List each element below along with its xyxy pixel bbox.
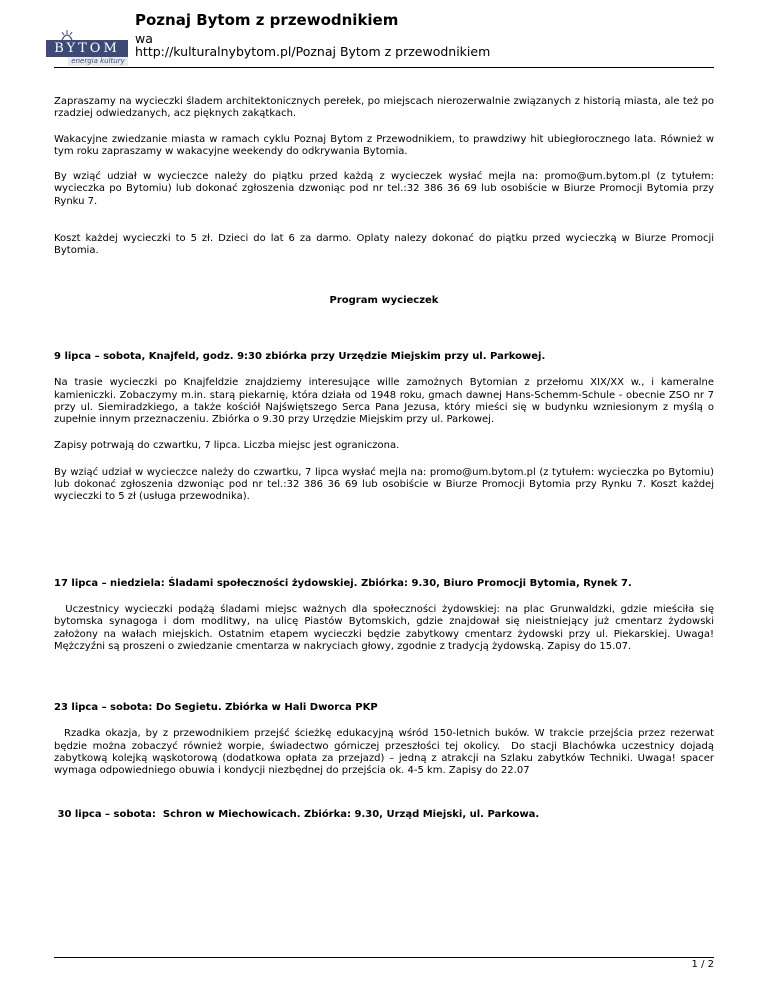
logo-tagline: energia kultury [68,57,128,66]
tour-1-heading: 9 lipca – sobota, Knajfeld, godz. 9:30 zbiórka przy Urzędzie Miejskim przy ul. Parkowej. [54,350,546,362]
logo-text: BYTOM [54,41,120,56]
page-number: 1 / 2 [691,959,714,970]
tour-3-heading: 23 lipca – sobota: Do Segietu. Zbiórka w Hali Dworca PKP [54,702,378,714]
intro-paragraph: Zapraszamy na wycieczki śladem architektonicznych perełek, po miejscach nierozerwalnie związanych z historią miasta, ale też po rzadziej odwiedzanych, acz pięknych zakątkach. [54,96,714,120]
bytom-logo [46,28,128,66]
header-divider [54,67,714,68]
tour-1-signup: By wziąć udział w wycieczce należy do czwartku, 7 lipca wysłać mejla na: promo@um.bytom.pl (z tytułem: wycieczka po Bytomiu) lub dokonać zgłoszenia dzwoniąc pod nr tel.:32 386 36 69 lub osobiście w Biurze Promocji Bytomia przy Rynku 7. Koszt każdej wycieczki to 5 zł (usługa przewodnika). [54,466,714,503]
summer-paragraph: Wakacyjne zwiedzanie miasta w ramach cyklu Poznaj Bytom z Przewodnikiem, to prawdziwy hit ubiegłorocznego lata. Również w tym roku zapraszamy w wakacyjne weekendy do odkrywania Bytomia. [54,133,714,157]
signup-paragraph: By wziąć udział w wycieczce należy do piątku przed każdą z wycieczek wysłać mejla na: promo@um.bytom.pl (z tytułem: wycieczka po Bytomiu) lub dokonać zgłoszenia dzwoniąc pod nr tel.:32 386 36 69 lub osobiście w Biurze Promocji Bytomia przy Rynku 7. [54,171,714,207]
header-url: http://kulturalnybytom.pl/Poznaj Bytom z przewodnikiem [135,44,491,59]
cost-paragraph: Koszt każdej wycieczki to 5 zł. Dzieci do lat 6 za darmo. Oplaty nalezy dokonać do piątku przed wycieczką w Biurze Promocji Bytomia. [54,233,714,257]
tour-3-description: Rzadka okazja, by z przewodnikiem przejść ścieżkę edukacyjną wśród 150-letnich buków. W trakcie przejścia przez rezerwat będzie można zobaczyć również worpie, świadectwo górniczej przeszłości tej okolicy. Do stacji Blachówka uczestnicy dojadą zabytkową kolejką wąskotorową (dodatkowa opłata za przejazd) – jedną z atrakcji na Szlaku zabytków Techniki. Uwaga! spacer wymaga odpowiedniego obuwia i kondycji niezbędnej do przejścia ok. 4-5 km. Zapisy do 22.07 [54,728,718,777]
logo-sun-icon [60,30,74,40]
document-body [54,96,718,821]
tour-1-description: Na trasie wycieczki po Knajfeldzie znajdziemy interesujące wille zamożnych Bytomian z przełomu XIX/XX w., i kameralne kamieniczki. Zobaczymy m.in. starą piekarnię, która działa od 1948 roku, gmach dawnej Hans-Schemm-Schule - obecnie ZSO nr 7 przy ul. Siemiradzkiego, a także kościół Najświętszego Serca Pana Jezusa, który mieści się w budynku wzniesionym z myślą o zupełnie innym przeznaczeniu. Zbiórka o 9.30 przy Urzędzie Miejskim przy ul. Parkowej. [54,377,714,426]
page-title: Poznaj Bytom z przewodnikiem [135,11,399,29]
header-subtitle: wa [135,31,153,46]
tour-4-heading: 30 lipca – sobota: Schron w Miechowicach. Zbiórka: 9.30, Urząd Miejski, ul. Parkowa. [54,808,540,820]
tour-1-registration: Zapisy potrwają do czwartku, 7 lipca. Liczba miejsc jest ograniczona. [54,440,400,452]
footer-divider [54,957,714,958]
tour-2-description: Uczestnicy wycieczki podążą śladami miejsc ważnych dla społeczności żydowskiej: na plac Grunwaldzki, gdzie mieściła się bytomska synagoga i dom modlitwy, na ulicę Piastów Bytomskich, gdzie znajdował się nieistniejący już cmentarz żydowski założony na wałach miejskich. Ostatnim etapem wycieczki będzie zabytkowy cmentarz żydowski przy ul. Piekarskiej. Uwaga! Mężczyźni są proszeni o zwiedzanie cmentarza w nakryciach głowy, zgodnie z tradycją żydowską. Zapisy do 15.07. [54,603,718,652]
tour-2-heading: 17 lipca – niedziela: Śladami społeczności żydowskiej. Zbiórka: 9.30, Biuro Promocji Bytomia, Rynek 7. [54,577,632,589]
program-heading: Program wycieczek [329,294,439,306]
document-header [0,0,768,70]
